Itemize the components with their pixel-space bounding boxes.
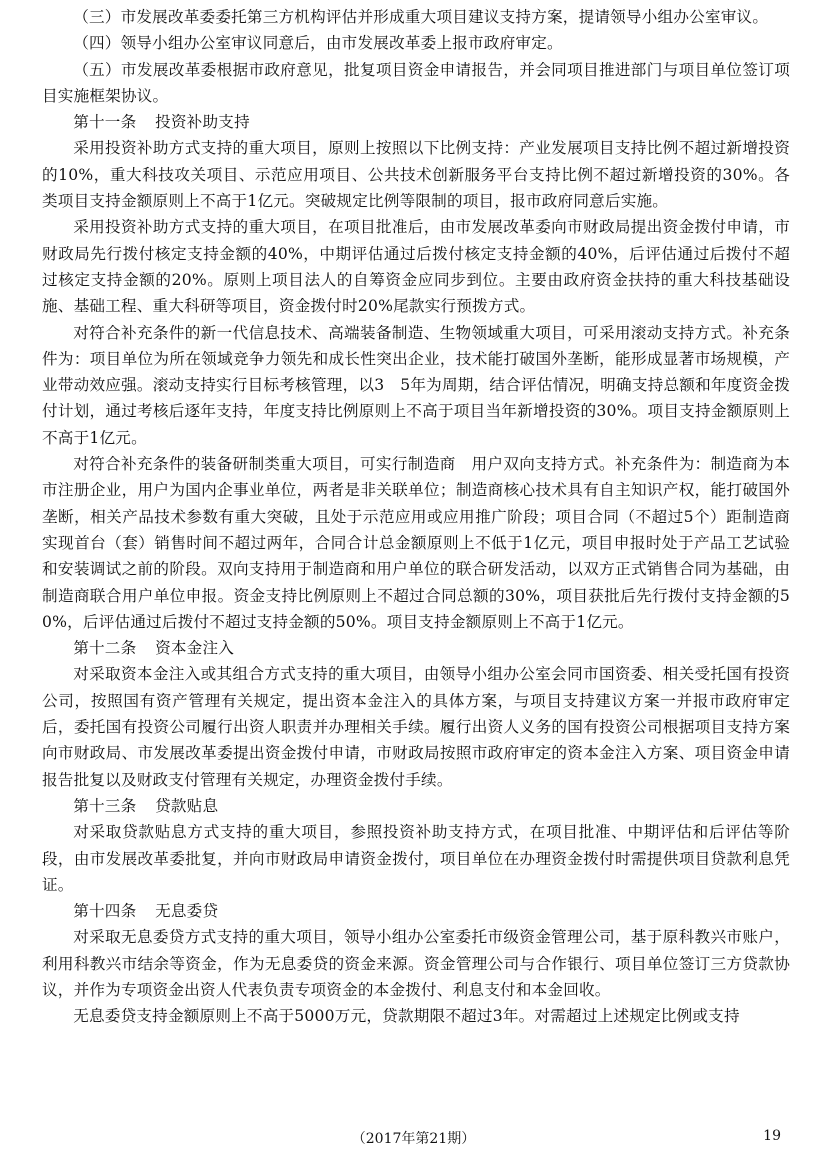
paragraph-4: （四）领导小组办公室审议同意后，由市发展改革委上报市政府审定。: [73, 34, 563, 53]
article-13-heading: [42, 793, 790, 819]
article-12-heading: [42, 635, 790, 661]
article-14-paragraph-1: 对采取无息委贷方式支持的重大项目，领导小组办公室委托市级资金管理公司，基于原科教兴市账户，利用科教兴市结余等资金，作为无息委贷的资金来源。资金管理公司与合作银行、项目单位签订三方贷款协议，并作为专项资金出资人代表负责专项资金的本金拨付、利息支付和本金回收。: [42, 928, 790, 999]
article-title: 无息委贷: [155, 902, 219, 921]
article-title: 资本金注入: [155, 639, 235, 658]
article-14-paragraph-2: 无息委贷支持金额原则上不高于5000万元，贷款期限不超过3年。对需超过上述规定比例或支持: [73, 1007, 740, 1026]
article-11-paragraph-4: 对符合补充条件的装备研制类重大项目，可实行制造商 用户双向支持方式。补充条件为：制造商为本市注册企业，用户为国内企事业单位，两者是非关联单位；制造商核心技术具有自主知识产权，能打破国外垄断，相关产品技术参数有重大突破，且处于示范应用或应用推广阶段；项目合同（不超过5个）距制造商实现首台（套）销售时间不超过两年，合同合计总金额原则上不低于1亿元，项目申报时处于产品工艺试验和安装调试之前的阶段。双向支持用于制造商和用户单位的联合研发活动，以双方正式销售合同为基础，由制造商联合用户单位申报。资金支持比例原则上不超过合同总额的30%，项目获批后先行拨付支持金额的50%，后评估通过后拨付不超过支持金额的50%。项目支持金额原则上不高于1亿元。: [42, 455, 790, 631]
paragraph-5: （五）市发展改革委根据市政府意见，批复项目资金申请报告，并会同项目推进部门与项目单位签订项目实施框架协议。: [42, 60, 790, 105]
article-13-paragraph-1: 对采取贷款贴息方式支持的重大项目，参照投资补助支持方式，在项目批准、中期评估和后评估等阶段，由市发展改革委批复，并向市财政局申请资金拨付，项目单位在办理资金拨付时需提供项目贷款利息凭证。: [42, 823, 790, 894]
article-11-paragraph-2: 采用投资补助方式支持的重大项目，在项目批准后，由市发展改革委向市财政局提出资金拨付申请，市财政局先行拨付核定支持金额的40%，中期评估通过后拨付核定支持金额的40%，后评估通过后拨付不超过核定支持金额的20%。原则上项目法人的自筹资金应同步到位。主要由政府资金扶持的重大科技基础设施、基础工程、重大科研等项目，资金拨付时20%尾款实行预拨方式。: [42, 218, 790, 316]
article-12-paragraph-1: 对采取资本金注入或其组合方式支持的重大项目，由领导小组办公室会同市国资委、相关受托国有投资公司，按照国有资产管理有关规定，提出资本金注入的具体方案，与项目支持建议方案一并报市政府审定后，委托国有投资公司履行出资人职责并办理相关手续。履行出资人义务的国有投资公司根据项目支持方案向市财政局、市发展改革委提出资金拨付申请，市财政局按照市政府审定的资本金注入方案、项目资金申请报告批复以及财政支付管理有关规定，办理资金拨付手续。: [42, 665, 790, 789]
page-footer: [0, 1128, 827, 1150]
article-number: 第十三条: [73, 796, 137, 815]
article-number: 第十二条: [73, 639, 137, 658]
article-11-heading: [42, 109, 790, 135]
article-11-paragraph-1: 采用投资补助方式支持的重大项目，原则上按照以下比例支持：产业发展项目支持比例不超过新增投资的10%，重大科技攻关项目、示范应用项目、公共技术创新服务平台支持比例不超过新增投资的30%。各类项目支持金额原则上不高于1亿元。突破规定比例等限制的项目，报市政府同意后实施。: [42, 139, 790, 211]
document-body: [42, 4, 790, 1030]
article-number: 第十四条: [73, 902, 137, 921]
paragraph-3: （三）市发展改革委委托第三方机构评估并形成重大项目建议支持方案，提请领导小组办公室审议。: [73, 8, 769, 26]
article-11-paragraph-3: 对符合补充条件的新一代信息技术、高端装备制造、生物领域重大项目，可采用滚动支持方式。补充条件为：项目单位为所在领域竞争力领先和成长性突出企业，技术能打破国外垄断，能形成显著市场规模，产业带动效应强。滚动支持实行目标考核管理，以3 5年为周期，结合评估情况，明确支持总额和年度资金拨付计划，通过考核后逐年支持，年度支持比例原则上不高于项目当年新增投资的30%。项目支持金额原则上不高于1亿元。: [42, 323, 790, 447]
article-title: 投资补助支持: [155, 113, 250, 132]
issue-label: （2017年第21期）: [351, 1131, 476, 1147]
article-title: 贷款贴息: [155, 796, 219, 815]
page-number: 19: [763, 1128, 781, 1144]
article-14-heading: [42, 898, 790, 924]
article-number: 第十一条: [73, 113, 137, 132]
